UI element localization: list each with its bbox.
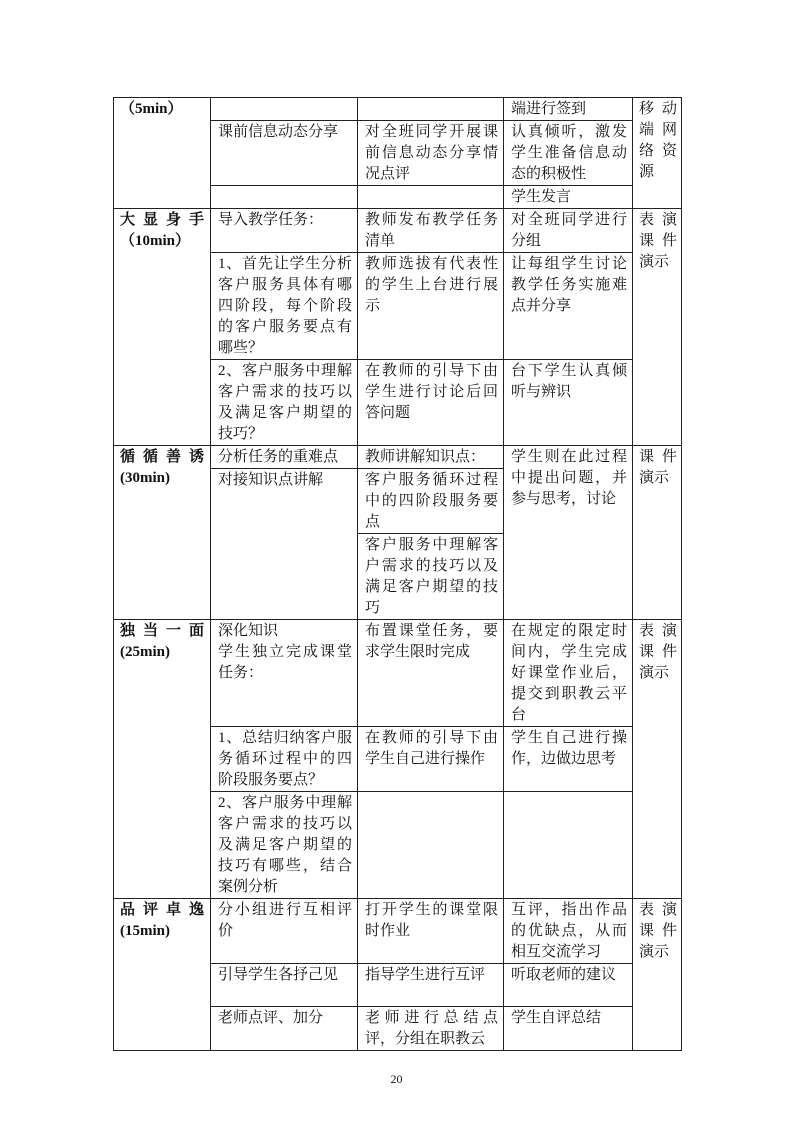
content-cell: 2、客户服务中理解客户需求的技巧以及满足客户期望的技巧？ xyxy=(211,360,358,446)
content-cell xyxy=(211,620,358,727)
teacher-cell: 教师选拔有代表性的学生上台进行展示 xyxy=(358,253,504,360)
teacher-cell: 教师讲解知识点： xyxy=(358,446,504,469)
student-cell: 学生自评总结 xyxy=(504,1007,633,1051)
teacher-cell: 在教师的引导下由学生自己进行操作 xyxy=(358,727,504,792)
student-cell: 学生自己进行操作，边做边思考 xyxy=(504,727,633,792)
content-cell: 2、客户服务中理解客户需求的技巧以及满足客户期望的技巧有哪些，结合案例分析 xyxy=(211,792,358,899)
stage-name: 品评卓逸 xyxy=(120,902,206,918)
stage-name: 循循善诱 xyxy=(120,449,206,465)
stage-5-label xyxy=(114,899,211,1051)
page-number: 20 xyxy=(390,1072,403,1086)
teacher-cell xyxy=(358,792,504,899)
student-cell: 学生则在此过程中提出问题，并参与思考，讨论 xyxy=(504,446,633,620)
teacher-cell: 客户服务循环过程中的四阶段服务要点 xyxy=(358,469,504,534)
student-cell: 互评，指出作品的优缺点，从而相互交流学习 xyxy=(504,899,633,964)
teacher-cell xyxy=(358,186,504,209)
student-cell: 端进行签到 xyxy=(504,98,633,121)
resource-cell: 表演课件演示 xyxy=(633,209,682,446)
teacher-cell: 打开学生的课堂限时作业 xyxy=(358,899,504,964)
student-cell: 学生发言 xyxy=(504,186,633,209)
stage-3-label xyxy=(114,446,211,620)
teacher-cell: 客户服务中理解客户需求的技巧以及满足客户期望的技巧 xyxy=(358,534,504,620)
student-cell: 让每组学生讨论教学任务实施难点并分享 xyxy=(504,253,633,360)
stage-time: （5min） xyxy=(120,101,183,117)
teacher-cell xyxy=(358,98,504,121)
teacher-cell: 布置课堂任务，要求学生限时完成 xyxy=(358,620,504,727)
student-cell: 对全班同学进行分组 xyxy=(504,209,633,253)
stage-1-label xyxy=(114,98,211,209)
content-cell: 对接知识点讲解 xyxy=(211,469,358,620)
student-cell: 台下学生认真倾听与辨识 xyxy=(504,360,633,446)
content-cell: 引导学生各抒己见 xyxy=(211,964,358,1007)
stage-time: (30min) xyxy=(120,470,170,486)
resource-cell: 课件演示 xyxy=(633,446,682,620)
stage-time: (25min) xyxy=(120,644,170,660)
teacher-cell: 老师进行总结点评，分组在职教云 xyxy=(358,1007,504,1051)
student-cell: 听取老师的建议 xyxy=(504,964,633,1007)
student-cell: 认真倾听，激发学生准备信息动态的积极性 xyxy=(504,121,633,186)
stage-name: 独当一面 xyxy=(120,623,206,639)
content-line: 学生独立完成课堂任务： xyxy=(218,644,352,681)
content-line: 深化知识 xyxy=(218,623,279,639)
stage-2-label xyxy=(114,209,211,446)
content-cell: 课前信息动态分享 xyxy=(211,121,358,186)
stage-4-label xyxy=(114,620,211,899)
content-cell xyxy=(211,98,358,121)
teacher-cell: 教师发布教学任务清单 xyxy=(358,209,504,253)
teacher-cell: 指导学生进行互评 xyxy=(358,964,504,1007)
content-cell: 1、首先让学生分析客户服务具体有哪四阶段，每个阶段的客户服务要点有哪些？ xyxy=(211,253,358,360)
teacher-cell: 对全班同学开展课前信息动态分享情况点评 xyxy=(358,121,504,186)
content-cell: 分小组进行互相评价 xyxy=(211,899,358,964)
teacher-cell: 在教师的引导下由学生进行讨论后回答问题 xyxy=(358,360,504,446)
stage-time: （10min） xyxy=(120,233,191,249)
resource-cell: 表演课件演示 xyxy=(633,620,682,899)
resource-cell: 表演课件演示 xyxy=(633,899,682,1051)
content-cell: 老师点评、加分 xyxy=(211,1007,358,1051)
student-cell: 在规定的限定时间内，学生完成好课堂作业后，提交到职教云平台 xyxy=(504,620,633,727)
stage-time: (15min) xyxy=(120,923,170,939)
content-cell xyxy=(211,186,358,209)
content-cell: 分析任务的重难点 xyxy=(211,446,358,469)
lesson-plan-table xyxy=(113,97,682,1051)
stage-name: 大显身手 xyxy=(120,212,206,228)
content-cell: 1、总结归纳客户服务循环过程中的四阶段服务要点？ xyxy=(211,727,358,792)
student-cell xyxy=(504,792,633,899)
content-cell: 导入教学任务： xyxy=(211,209,358,253)
resource-cell: 移动端网络资源 xyxy=(633,98,682,209)
